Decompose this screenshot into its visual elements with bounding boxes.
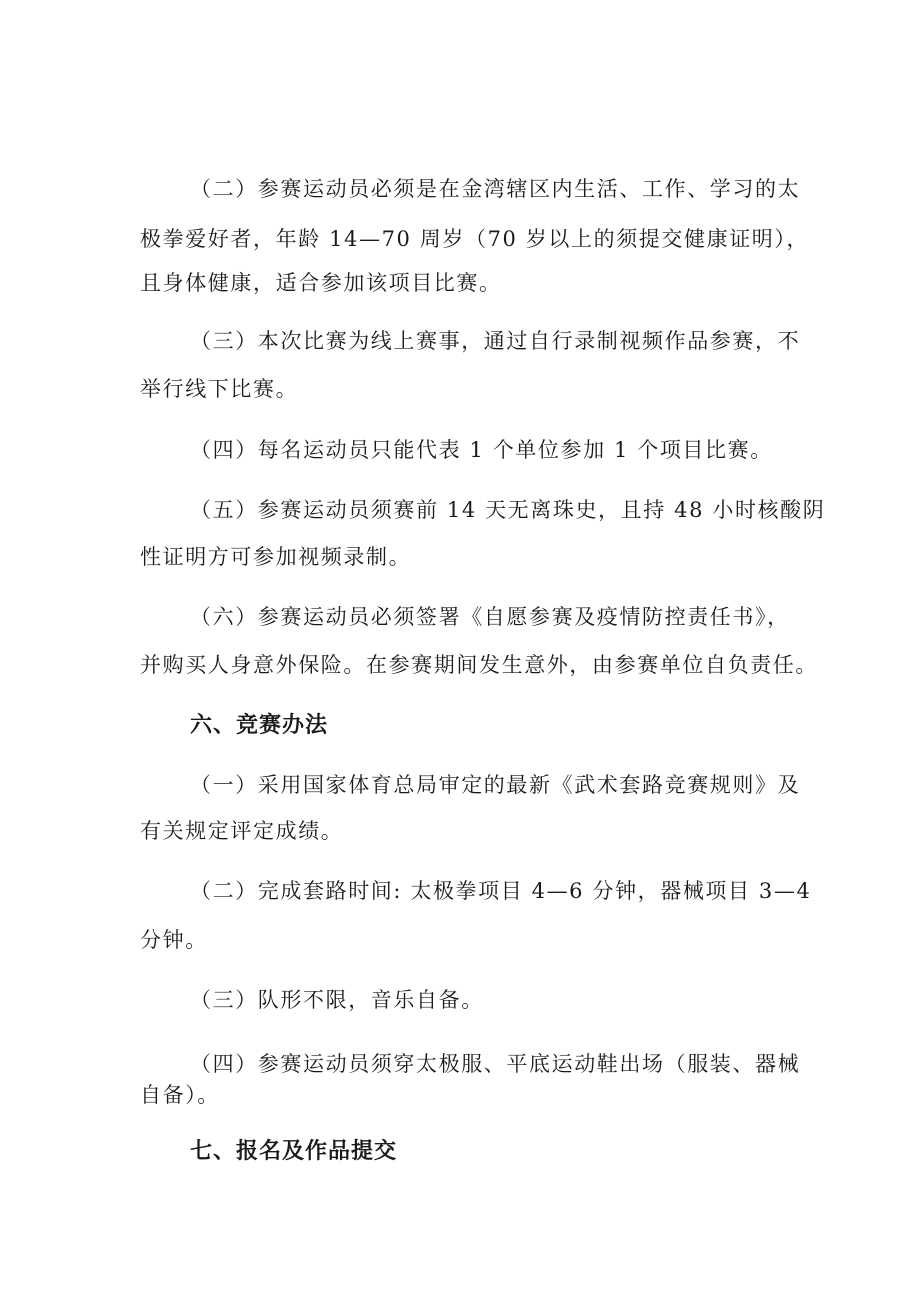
- competition-item-4-line-2: 自备）。: [140, 1083, 220, 1107]
- paragraph-2-line-1: （二）参赛运动员必须是在金湾辖区内生活、工作、学习的太: [190, 177, 801, 201]
- paragraph-6-line-1: （六）参赛运动员必须签署《自愿参赛及疫情防控责任书》，: [190, 605, 790, 629]
- paragraph-5-line-2: 性证明方可参加视频录制。: [140, 545, 412, 569]
- paragraph-6-line-2: 并购买人身意外保险。在参赛期间发生意外，由参赛单位自负责任。: [140, 653, 818, 677]
- paragraph-3-line-2: 举行线下比赛。: [140, 377, 299, 401]
- section-heading-6: 六、竞赛办法: [190, 712, 329, 738]
- paragraph-4-line-1: （四）每名运动员只能代表 1 个单位参加 1 个项目比赛。: [190, 438, 773, 462]
- competition-item-4-line-1: （四）参赛运动员须穿太极服、平底运动鞋出场（服装、器械: [190, 1052, 801, 1076]
- competition-item-2-line-2: 分钟。: [140, 928, 208, 952]
- paragraph-2-line-2: 极拳爱好者，年龄 14—70 周岁（70 岁以上的须提交健康证明），: [140, 227, 810, 251]
- competition-item-2-line-1: （二）完成套路时间: 太极拳项目 4—6 分钟，器械项目 3—4: [190, 879, 812, 903]
- competition-item-1-line-2: 有关规定评定成绩。: [140, 819, 344, 843]
- paragraph-3-line-1: （三）本次比赛为线上赛事，通过自行录制视频作品参赛，不: [190, 329, 801, 353]
- competition-item-1-line-1: （一）采用国家体育总局审定的最新《武术套路竞赛规则》及: [190, 773, 801, 797]
- paragraph-5-line-1: （五）参赛运动员须赛前 14 天无离珠史，且持 48 小时核酸阴: [190, 498, 826, 522]
- competition-item-3-line-1: （三）队形不限，音乐自备。: [190, 988, 484, 1012]
- section-heading-7: 七、报名及作品提交: [190, 1138, 398, 1164]
- paragraph-2-line-3: 且身体健康，适合参加该项目比赛。: [140, 271, 502, 295]
